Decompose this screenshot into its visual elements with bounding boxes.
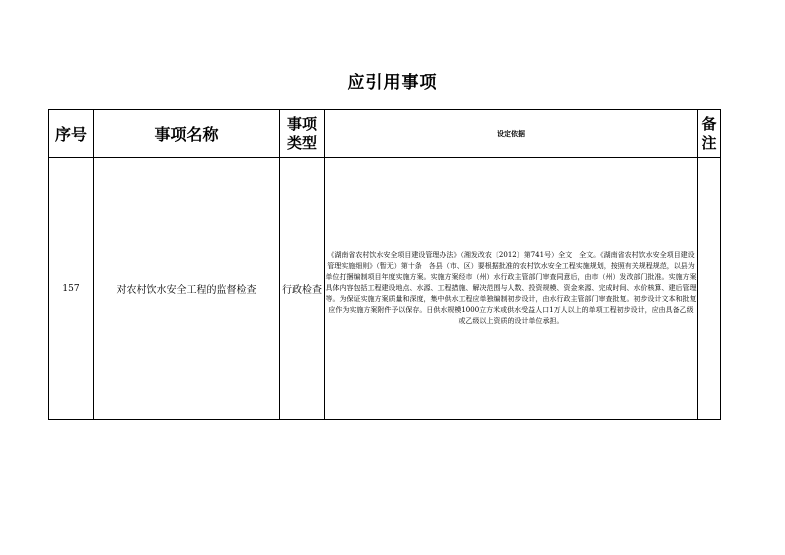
cell-note — [698, 158, 721, 420]
header-type — [280, 110, 325, 158]
cell-basis-text: 《湖南省农村饮水安全项目建设管理办法》（湘发改农〔2012〕第741号）全文 全文。《湖南省农村饮水安全项目建设管理实施细则》（暂无）第十条 各县（市、区）要根据批准的农村饮水安全工程实施规划，按照有关规程规范，以县为单位打捆编制项目年度实施方案。实施方案经市（州）水行政主管部门审查同意后，由市（州）发改部门批准。实施方案具体内容包括工程建设地点、水源、工程措施、解决范围与人数、投资规模、资金来源、完成时间、水价核算、建后管理等。为保证实施方案质量和深度，集中供水工程应单独编制初步设计，由水行政主管部门审查批复。初步设计文本和批复应作为实施方案附件予以保存。日供水规模1000立方米或供水受益人口1万人以上的单项工程初步设计，应由具备乙级或乙级以上资质的设计单位承担。 — [325, 251, 697, 325]
table-row — [49, 158, 721, 420]
header-type-line1: 事项 — [286, 114, 317, 133]
matters-table — [48, 109, 721, 420]
cell-basis — [325, 158, 698, 420]
header-note-line2: 注 — [701, 133, 717, 152]
cell-index: 157 — [49, 158, 94, 420]
header-type-line2: 类型 — [286, 133, 317, 152]
header-basis: 设定依据 — [325, 110, 698, 158]
cell-type: 行政检查 — [280, 158, 325, 420]
header-name: 事项名称 — [94, 110, 280, 158]
page-title: 应引用事项 — [347, 73, 438, 93]
header-note-line1: 备 — [701, 114, 717, 133]
header-note — [698, 110, 721, 158]
header-index: 序号 — [49, 110, 94, 158]
cell-name: 对农村饮水安全工程的监督检查 — [94, 158, 280, 420]
table-header-row — [49, 110, 721, 158]
